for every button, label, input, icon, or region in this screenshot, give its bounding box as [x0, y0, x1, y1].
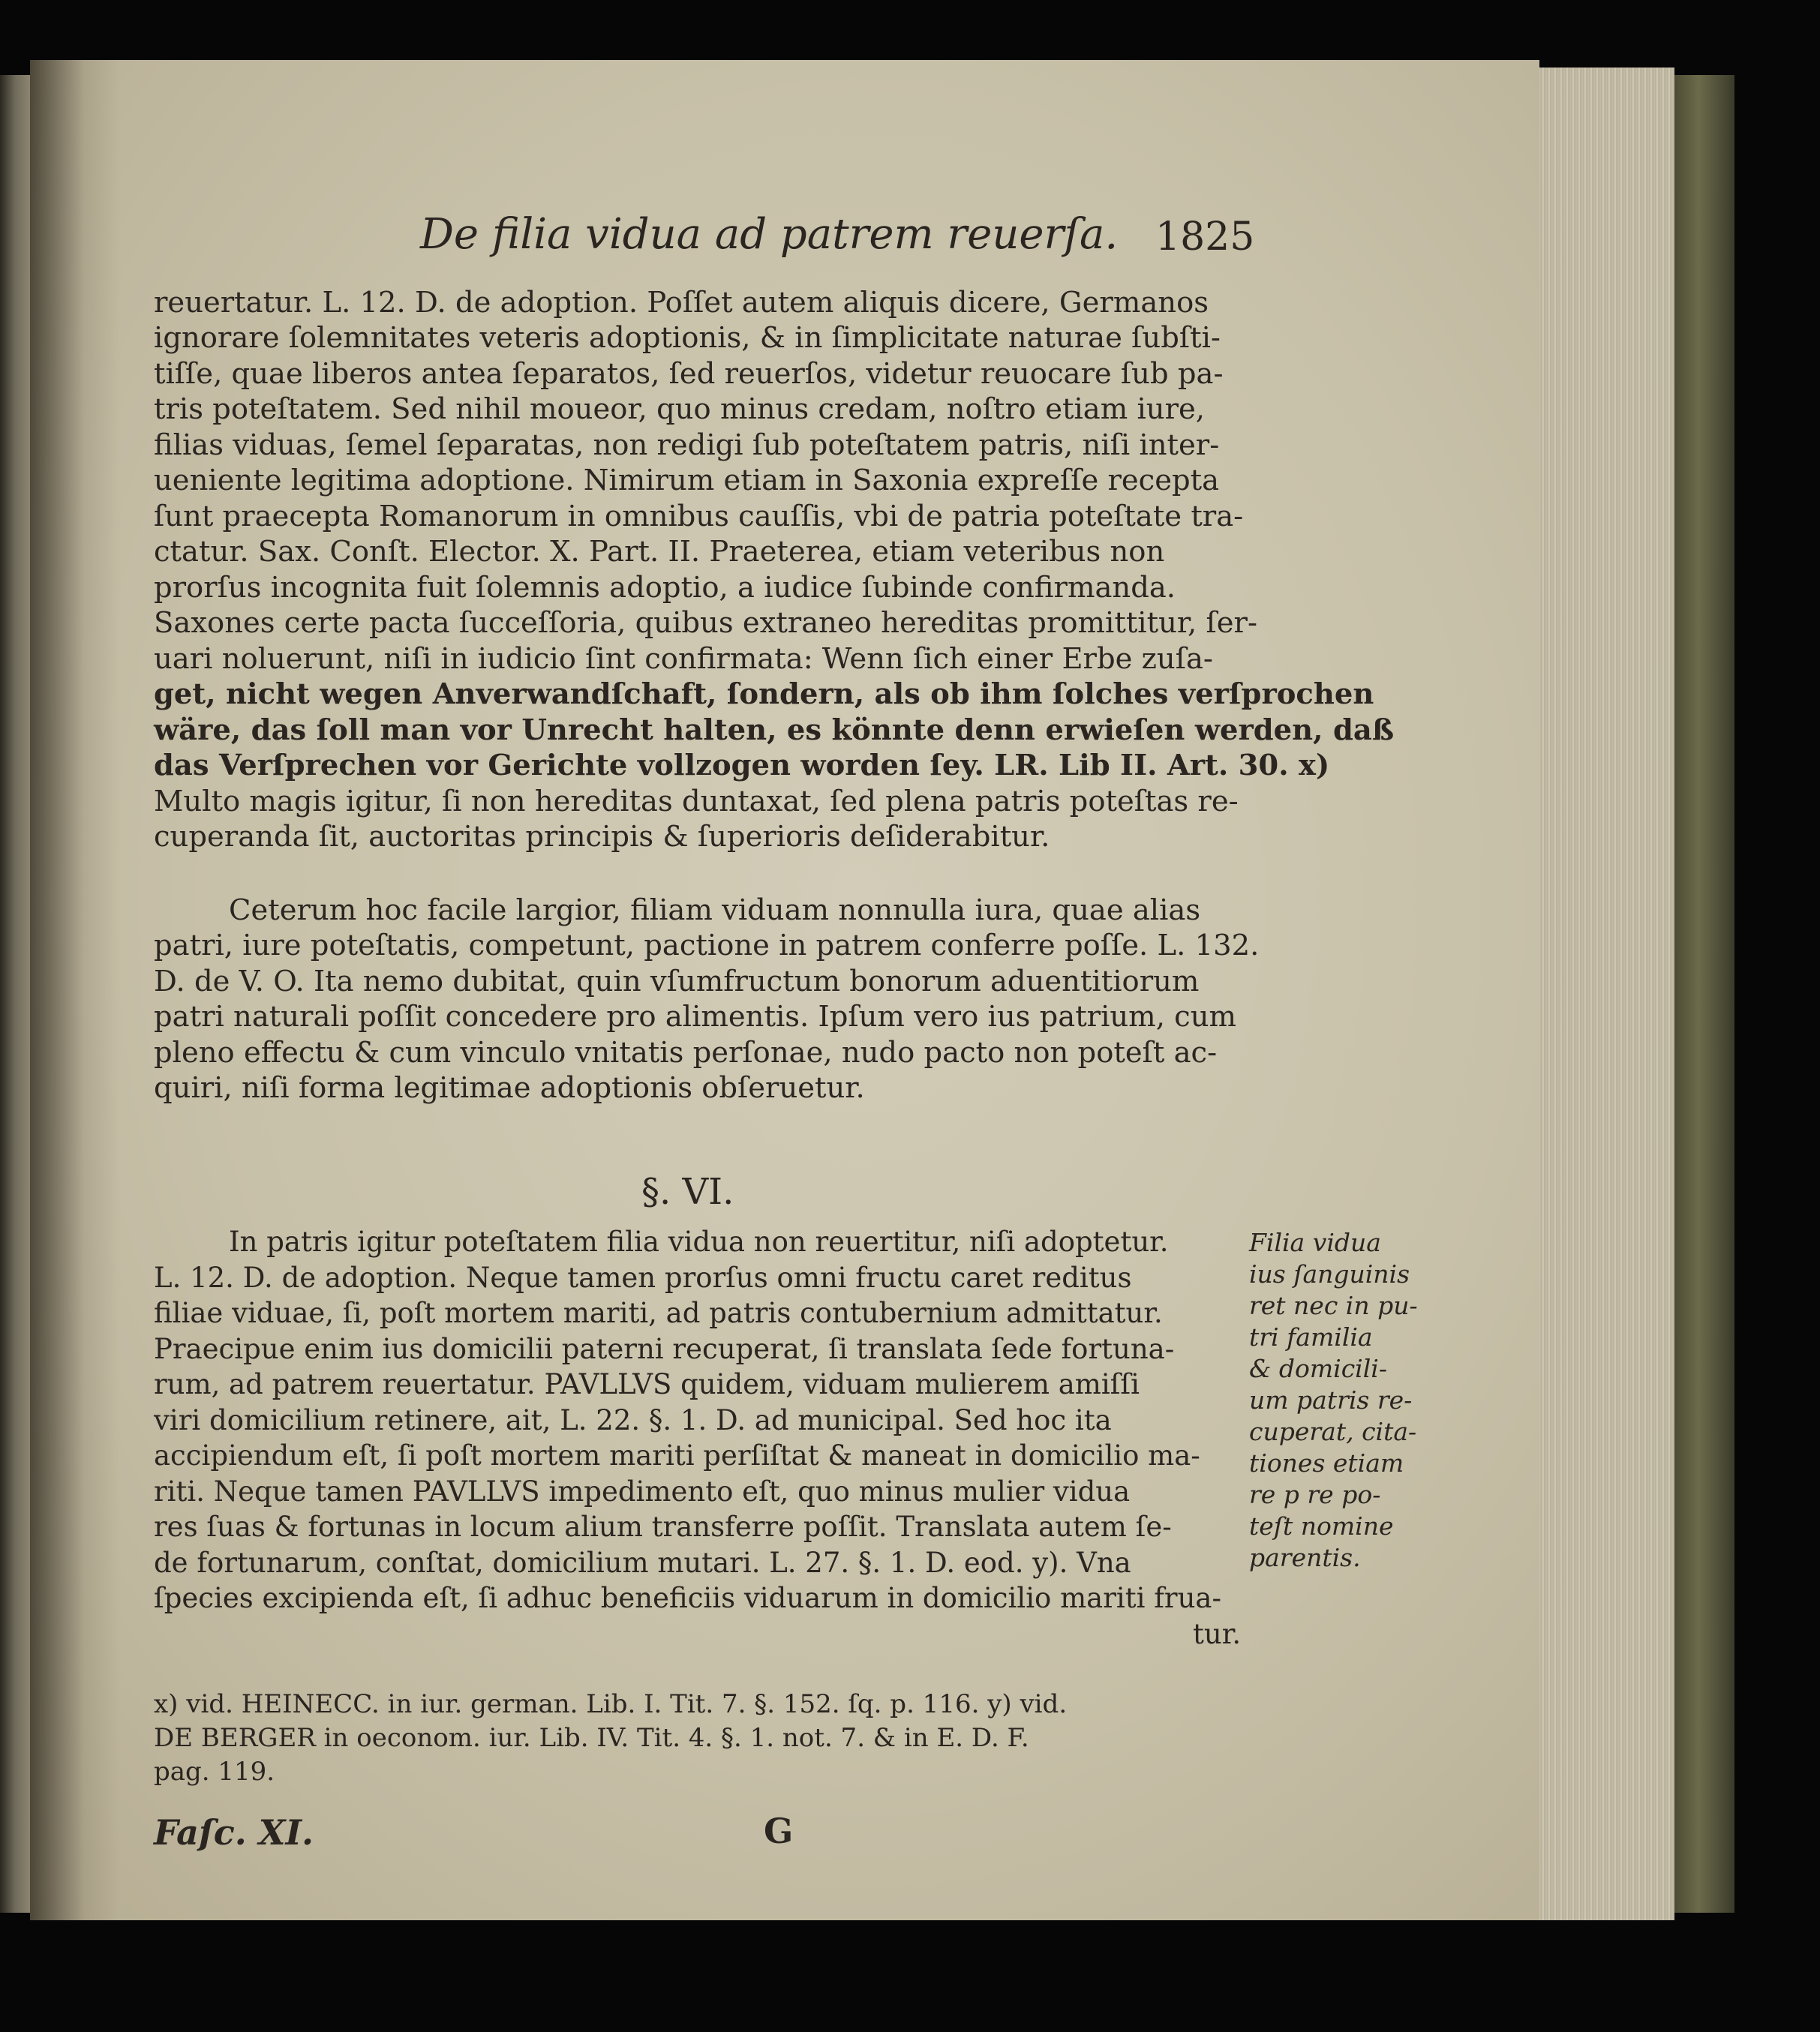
page-number: 1825 [1155, 215, 1255, 260]
fascicle-signature: Faſc. XI. [154, 1812, 314, 1853]
body-line: uari noluerunt, niſi in iudicio ſint confirmata: Wenn ſich einer Erbe zuſa- [154, 642, 1213, 676]
section-heading: §. VI. [641, 1171, 734, 1213]
running-title: De filia vidua ad patrem reuerſa. [420, 210, 1119, 259]
body-line: patri, iure poteſtatis, competunt, pactione in patrem conferre poſſe. L. 132. [154, 929, 1260, 962]
body-line-fraktur: das Verſprechen vor Gerichte vollzogen worden ſey. LR. Lib II. Art. 30. x) [154, 749, 1330, 782]
margin-note-line: tiones etiam [1249, 1448, 1404, 1478]
margin-note-line: ius ſanguinis [1249, 1259, 1410, 1289]
body-line: prorſus incognita fuit ſolemnis adoptio, a iudice ſubinde confirmanda. [154, 571, 1176, 605]
body-line: Saxones certe pacta ſucceſſoria, quibus extraneo hereditas promittitur, ſer- [154, 606, 1257, 640]
body-line: L. 12. D. de adoption. Neque tamen prorſus omni fructu caret reditus [154, 1262, 1132, 1294]
margin-note-line: Filia vidua [1249, 1228, 1381, 1257]
body-line-fraktur: get, nicht wegen Anverwandſchaft, ſondern, als ob ihm ſolches verſprochen [154, 677, 1374, 711]
page-gutter-shadow [30, 60, 120, 1920]
body-line: rum, ad patrem reuertatur. PAVLLVS quidem, viduam mulierem amiſſi [154, 1368, 1140, 1400]
margin-note-line: teſt nomine [1249, 1511, 1394, 1541]
body-line: Multo magis igitur, ſi non hereditas duntaxat, ſed plena patris poteſtas re- [154, 785, 1239, 818]
body-line: viri domicilium retinere, ait, L. 22. §. 1. D. ad municipal. Sed hoc ita [154, 1404, 1112, 1436]
body-line: In patris igitur poteſtatem filia vidua non reuertitur, niſi adoptetur. [229, 1226, 1169, 1258]
body-line: tris poteſtatem. Sed nihil moueor, quo minus credam, noſtro etiam iure, [154, 392, 1206, 426]
body-line: reuertatur. L. 12. D. de adoption. Poſſet autem aliquis dicere, Germanos [154, 286, 1209, 320]
body-line: ſunt praecepta Romanorum in omnibus cauſſis, vbi de patria poteſtate tra- [154, 500, 1244, 533]
body-line: tur. [1193, 1618, 1242, 1650]
body-line: riti. Neque tamen PAVLLVS impedimento eſt, quo minus mulier vidua [154, 1475, 1131, 1508]
sheet-signature: G [764, 1811, 794, 1851]
body-line: ctatur. Sax. Conſt. Elector. X. Part. II. Praeterea, etiam veteribus non [154, 535, 1165, 569]
footnote-line: DE BERGER in oeconom. iur. Lib. IV. Tit. 4. §. 1. not. 7. & in E. D. F. [154, 1723, 1029, 1753]
body-line: ſpecies excipienda eſt, ſi adhuc beneficiis viduarum in domicilio mariti frua- [154, 1582, 1221, 1614]
body-line: de fortunarum, conſtat, domicilium mutari. L. 27. §. 1. D. eod. y). Vna [154, 1547, 1131, 1579]
body-line: Praecipue enim ius domicilii paterni recuperat, ſi translata ſede fortuna- [154, 1333, 1175, 1365]
page-stack-edge [1539, 68, 1674, 1920]
body-line: cuperanda ſit, auctoritas principis & ſuperioris deſiderabitur. [154, 820, 1050, 854]
margin-note-line: cuperat, cita- [1249, 1417, 1417, 1446]
body-line: res ſuas & fortunas in locum alium transferre poſſit. Translata autem ſe- [154, 1511, 1172, 1543]
body-line: filias viduas, ſemel ſeparatas, non redigi ſub poteſtatem patris, niſi inter- [154, 428, 1220, 462]
left-page-edge [0, 75, 30, 1913]
footnote-line: pag. 119. [154, 1757, 275, 1787]
body-line: quiri, niſi forma legitimae adoptionis obſeruetur. [154, 1071, 865, 1105]
book-cover-edge [1674, 75, 1734, 1913]
margin-note-line: re p re po- [1249, 1480, 1381, 1509]
margin-note-line: parentis. [1249, 1543, 1361, 1572]
body-line: Ceterum hoc facile largior, filiam viduam nonnulla iura, quae alias [229, 893, 1201, 927]
margin-note-line: ret nec in pu- [1249, 1291, 1418, 1320]
body-line: accipiendum eſt, ſi poſt mortem mariti perſiſtat & maneat in domicilio ma- [154, 1439, 1200, 1472]
body-line: filiae viduae, ſi, poſt mortem mariti, ad patris contubernium admittatur. [154, 1297, 1163, 1329]
body-line-fraktur: wäre, das ſoll man vor Unrecht halten, es könnte denn erwieſen werden, daß [154, 713, 1395, 747]
footnote-line: x) vid. HEINECC. in iur. german. Lib. I. Tit. 7. §. 152. ſq. p. 116. y) vid. [154, 1689, 1068, 1719]
body-line: patri naturali poſſit concedere pro alimentis. Ipſum vero ius patrium, cum [154, 1000, 1237, 1034]
body-line: ignorare ſolemnitates veteris adoptionis, & in ſimplicitate naturae ſubſti- [154, 321, 1221, 355]
body-line: ueniente legitima adoptione. Nimirum etiam in Saxonia expreſſe recepta [154, 464, 1220, 497]
body-line: pleno effectu & cum vinculo vnitatis perſonae, nudo pacto non poteſt ac- [154, 1036, 1218, 1070]
margin-note-line: & domicili- [1249, 1354, 1387, 1383]
margin-note-line: tri familia [1249, 1322, 1373, 1352]
body-line: D. de V. O. Ita nemo dubitat, quin vſumfructum bonorum aduentitiorum [154, 965, 1200, 998]
body-line: tiſſe, quae liberos antea ſeparatos, ſed reuerſos, videtur reuocare ſub pa- [154, 357, 1224, 391]
margin-note-line: um patris re- [1249, 1385, 1413, 1415]
